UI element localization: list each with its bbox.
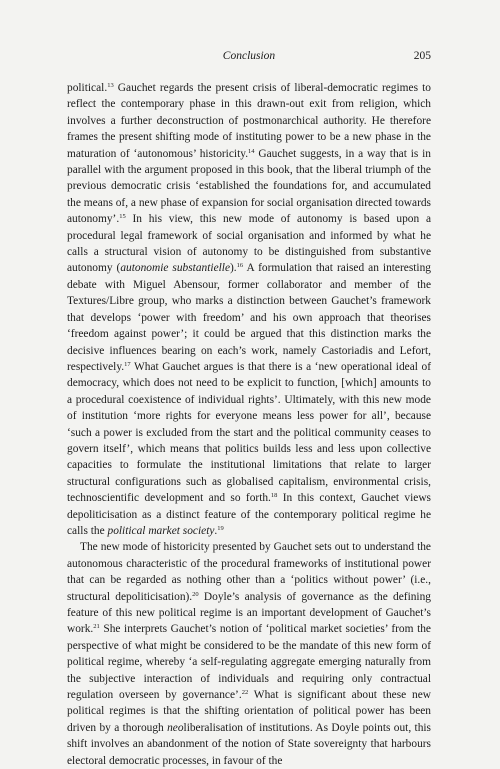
paragraph-1 (67, 80, 431, 539)
footnote-marker: 21 (93, 623, 100, 631)
footnote-marker: 16 (236, 262, 244, 270)
text-run: Gauchet suggests, in a way that is in parallel with the argument proposed in this book, that the liberal triumph of the previous democratic crisis ‘established the foundations for, and accumulated the means of, a new phase of expansion for social organisation directed towards autonomy’. (67, 147, 431, 226)
text-run: In his view, this new mode of autonomy is based upon a procedural legal framework of social organisation and informed by what he calls a structural vision of autonomy to be distinguished from substantive autonomy ( (67, 213, 431, 275)
text-run: political. (67, 82, 108, 94)
footnote-marker: 14 (248, 147, 255, 155)
paragraph-2 (67, 539, 431, 769)
text-run: What Gauchet argues is that there is a ‘new operational ideal of democracy, which does not need to be explicit to function, [which] amounts to a procedural coexistence of individual rights’. Ultimately, with this new mode of institution ‘more rights for everyone means less power for all’, because ‘such a power is excluded from the start and the political community ceases to govern itself’, which means that politics builds less and less upon collective capacities to formulate the institutional limitations that relate to larger structural configurations such as globalised capitalism, environmental crisis, technoscientific development and so forth. (67, 360, 431, 505)
text-run: Gauchet regards the present crisis of liberal-democratic regimes to reflect the contemporary phase in this drawn-out exit from religion, which involves a further deconstruction of postmonarchical authority. He therefore frames the present shifting mode of instituting power to be a new phase in the maturation of ‘autonomous’ historicity. (67, 82, 431, 160)
italic-phrase: political market society (107, 524, 215, 537)
text-run: liberalisation of institutions. As Doyle points out, this shift involves an abandonment of the notion of State sovereignty that harbours electoral democratic processes, in favour of the (67, 721, 431, 767)
footnote-marker: 18 (270, 492, 278, 500)
text-run: A formulation that raised an interesting debate with Miguel Abensour, former collaborator and member of the Textures/Libre group, who marks a distinction between Gauchet’s framework that develops ‘power with freedom’ and his own approach that theorises ‘freedom against power’; it could be argued that this distinction marks the decisive influences bearing on each’s work, namely Castoriadis and Lefort, respectively. (67, 262, 431, 373)
text-run: ). (230, 262, 237, 275)
text-run: What is significant about these new political regimes is that the shifting orientation of political power has been driven by a thorough (67, 689, 431, 734)
footnote-marker: 17 (124, 360, 131, 368)
italic-phrase: autonomie substantielle (120, 262, 231, 275)
footnote-marker: 20 (192, 590, 199, 598)
body-text (67, 80, 431, 769)
page-number: 205 (413, 50, 431, 62)
footnote-marker: 22 (241, 689, 249, 697)
footnote-marker: 15 (119, 213, 126, 221)
text-run: . (214, 524, 218, 537)
footnote-marker: 13 (107, 82, 114, 89)
page-header (67, 50, 431, 68)
running-head: Conclusion (222, 50, 276, 62)
text-run: The new mode of historicity presented by Gauchet sets out to understand the autonomous characteristic of the procedural frameworks of institutional power that can be regarded as nothing other than a ‘politics without power’ (i.e., structural depoliticisation). (67, 541, 431, 603)
footnote-marker: 19 (217, 524, 224, 532)
text-run: In this context, Gauchet views depoliticisation as a distinct feature of the contemporary political regime he calls the (67, 492, 431, 537)
italic-phrase: neo (167, 721, 184, 734)
text-run: She interprets Gauchet’s notion of ‘political market societies’ from the perspective of what might be considered to be the mandate of this new form of political regime, whereby ‘a self-regulating aggregate emerging naturally from the subjective interaction of individuals and requiring only contractual regulation overseen by governance’. (67, 623, 431, 702)
text-run: Doyle’s analysis of governance as the defining feature of this new political regime is an important development of Gauchet’s work. (67, 590, 431, 636)
